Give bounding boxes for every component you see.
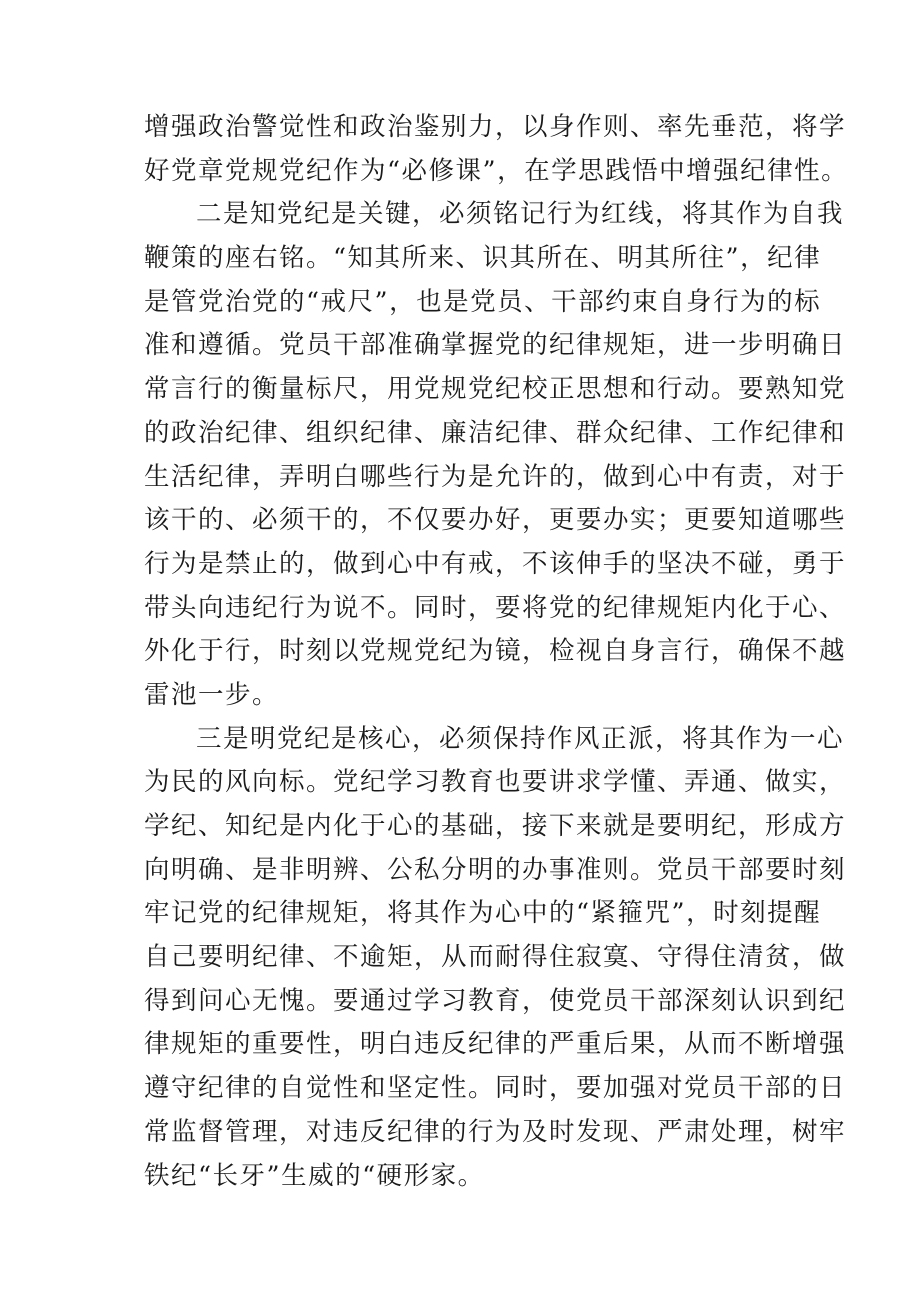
text-line: 遵守纪律的自觉性和坚定性。同时，要加强对党员干部的日	[144, 1073, 847, 1104]
paragraph-2	[144, 193, 847, 717]
text-line: 准和遵循。党员干部准确掌握党的纪律规矩，进一步明确日	[144, 330, 847, 361]
text-line: 向明确、是非明辨、公私分明的办事准则。党员干部要时刻	[144, 854, 847, 885]
text-line: 带头向违纪行为说不。同时，要将党的纪律规矩内化于心、	[144, 592, 847, 623]
text-line: 铁纪“长牙”生威的“硬形家。	[144, 1160, 485, 1191]
document-body	[144, 106, 849, 1198]
paragraph-1	[144, 106, 849, 193]
text-line: 学纪、知纪是内化于心的基础，接下来就是要明纪，形成方	[144, 811, 847, 841]
text-line: 雷池一步。	[144, 679, 280, 710]
text-line: 外化于行，时刻以党规党纪为镜，检视自身言行，确保不越	[144, 636, 847, 667]
text-line: 三是明党纪是核心，必须保持作风正派，将其作为一心	[196, 723, 845, 754]
text-line: 二是知党纪是关键，必须铭记行为红线，将其作为自我	[196, 199, 845, 230]
text-line: 该干的、必须干的，不仅要办好，更要办实；更要知道哪些	[144, 505, 847, 536]
text-line: 增强政治警觉性和政治鉴别力，以身作则、率先垂范，将学	[144, 112, 847, 142]
text-line: 常监督管理，对违反纪律的行为及时发现、严肃处理，树牢	[144, 1116, 847, 1147]
text-line: 常言行的衡量标尺，用党规党纪校正思想和行动。要熟知党	[144, 374, 847, 405]
text-line: 生活纪律，弄明白哪些行为是允许的，做到心中有责，对于	[144, 461, 847, 492]
text-line: 牢记党的纪律规矩，将其作为心中的“紧箍咒”，时刻提醒	[144, 898, 822, 929]
text-line: 律规矩的重要性，明白违反纪律的严重后果，从而不断增强	[144, 1029, 847, 1060]
text-line: 的政治纪律、组织纪律、廉洁纪律、群众纪律、工作纪律和	[144, 417, 847, 448]
text-line: 自己要明纪律、不逾矩，从而耐得住寂寞、守得住清贫，做	[144, 942, 847, 973]
text-line: 得到问心无愧。要通过学习教育，使党员干部深刻认识到纪	[144, 985, 847, 1016]
text-line: 是管党治党的“戒尺”，也是党员、干部约束自身行为的标	[144, 286, 822, 317]
text-line: 鞭策的座右铭。“知其所来、识其所在、明其所往”，纪律	[144, 243, 822, 274]
paragraph-3	[144, 718, 847, 1199]
text-line: 好党章党规党纪作为“必修课”，在学思践悟中增强纪律性。	[144, 155, 849, 186]
text-line: 行为是禁止的，做到心中有戒，不该伸手的坚决不碰，勇于	[144, 548, 847, 579]
text-line: 为民的风向标。党纪学习教育也要讲求学懂、弄通、做实，	[144, 767, 847, 798]
